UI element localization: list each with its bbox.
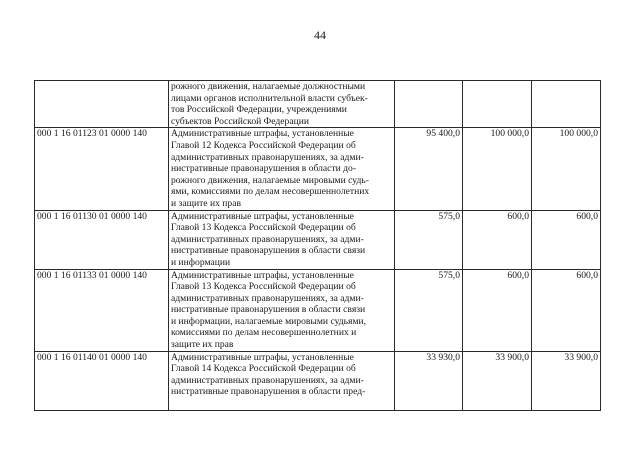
page-number: 44 xyxy=(314,28,326,42)
description-line: Главой 13 Кодекса Российской Федерации об xyxy=(171,222,356,234)
budget-code-cell xyxy=(35,81,169,128)
value-cell-year-3 xyxy=(532,81,601,128)
description-line: административных правонарушениях, за адми- xyxy=(171,374,364,386)
description-line: и информации xyxy=(171,256,231,268)
description-line: тов Российской Федерации, учреждениями xyxy=(171,104,347,116)
description-cell xyxy=(169,210,395,269)
value-cell-year-3: 600,0 xyxy=(532,210,601,269)
description-line: административных правонарушениях, за адми- xyxy=(171,292,364,304)
description-line: Административные штрафы, установленные xyxy=(171,210,354,222)
value-cell-year-2: 100 000,0 xyxy=(463,128,532,210)
value-cell-year-3: 100 000,0 xyxy=(532,128,601,210)
table-row xyxy=(35,269,601,351)
description-line: Главой 12 Кодекса Российской Федерации об xyxy=(171,139,356,151)
budget-code-cell: 000 1 16 01123 01 0000 140 xyxy=(35,128,169,210)
description-line: Главой 13 Кодекса Российской Федерации об xyxy=(171,281,356,293)
table-row xyxy=(35,81,601,128)
description-cell xyxy=(169,81,395,128)
table-row xyxy=(35,210,601,269)
description-line: субъектов Российской Федерации xyxy=(171,115,309,127)
description-line: и информации, налагаемые мировыми судьями, xyxy=(171,315,367,327)
description-line: Административные штрафы, установленные xyxy=(171,128,354,140)
value-cell-year-1: 95 400,0 xyxy=(395,128,463,210)
description-line: административных правонарушениях, за адми- xyxy=(171,233,364,245)
description-line: рожного движения, налагаемые мировыми судь- xyxy=(171,174,369,186)
description-line: нистративные правонарушения в области связи xyxy=(171,304,366,316)
value-cell-year-2: 600,0 xyxy=(463,269,532,351)
description-line: ями, комиссиями по делам несовершеннолетних xyxy=(171,186,370,198)
description-line: лицами органов исполнительной власти субъек- xyxy=(171,92,368,104)
table-row xyxy=(35,128,601,210)
description-line: нистративные правонарушения в области до- xyxy=(171,163,357,175)
description-line: нистративные правонарушения в области пред- xyxy=(171,386,366,398)
budget-code-cell: 000 1 16 01133 01 0000 140 xyxy=(35,269,169,351)
description-line: рожного движения, налагаемые должностными xyxy=(171,81,366,92)
description-line: Административные штрафы, установленные xyxy=(171,351,354,363)
value-cell-year-2 xyxy=(463,81,532,128)
value-cell-year-1: 575,0 xyxy=(395,269,463,351)
description-line: Главой 14 Кодекса Российской Федерации об xyxy=(171,363,356,375)
description-cell xyxy=(169,351,395,410)
value-cell-year-2: 600,0 xyxy=(463,210,532,269)
value-cell-year-1 xyxy=(395,81,463,128)
description-line: защите их прав xyxy=(171,339,234,351)
value-cell-year-3: 33 900,0 xyxy=(532,351,601,410)
value-cell-year-1: 33 930,0 xyxy=(395,351,463,410)
table-row xyxy=(35,351,601,410)
value-cell-year-3: 600,0 xyxy=(532,269,601,351)
budget-code-cell: 000 1 16 01140 01 0000 140 xyxy=(35,351,169,410)
value-cell-year-1: 575,0 xyxy=(395,210,463,269)
description-line: и защите их прав xyxy=(171,197,241,209)
description-line: комиссиями по делам несовершеннолетних и xyxy=(171,327,357,339)
value-cell-year-2: 33 900,0 xyxy=(463,351,532,410)
description-line: административных правонарушениях, за адми- xyxy=(171,151,364,163)
description-line: нистративные правонарушения в области связи xyxy=(171,245,366,257)
budget-code-cell: 000 1 16 01130 01 0000 140 xyxy=(35,210,169,269)
budget-revenue-table xyxy=(34,80,601,411)
description-cell xyxy=(169,269,395,351)
description-line: Административные штрафы, установленные xyxy=(171,269,354,281)
description-cell xyxy=(169,128,395,210)
